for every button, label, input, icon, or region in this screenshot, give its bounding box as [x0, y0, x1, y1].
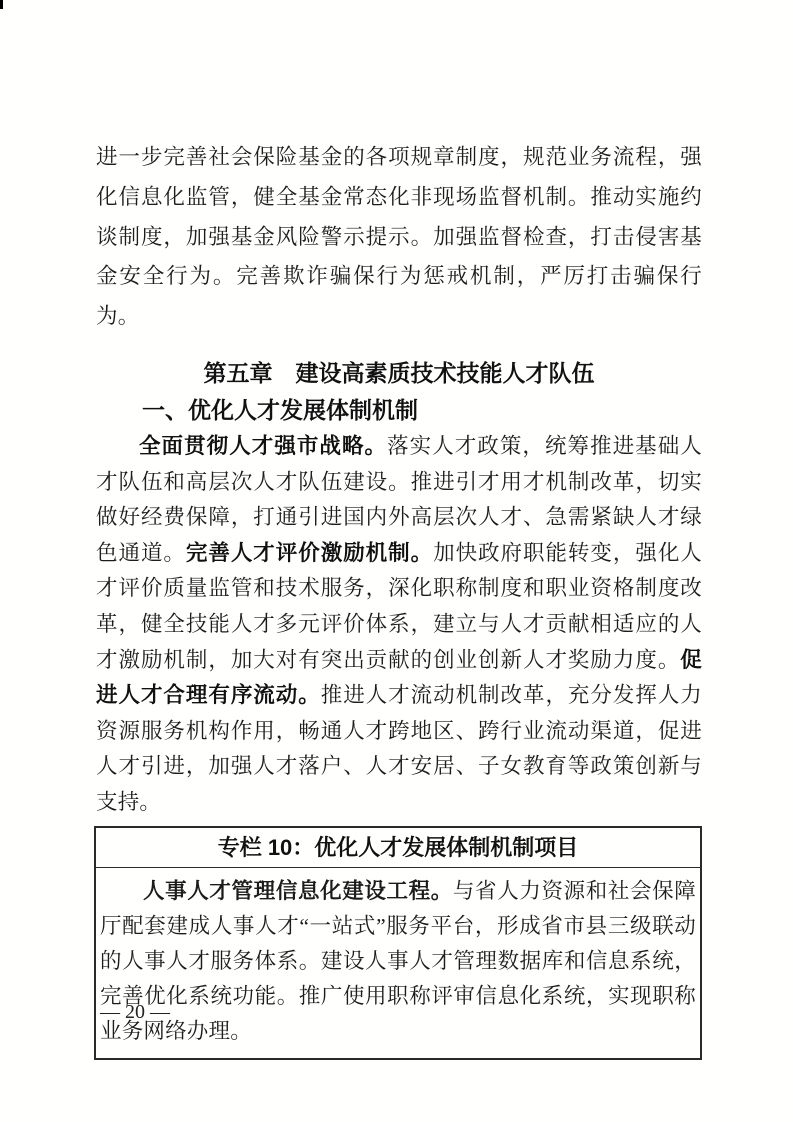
panel-body: [96, 868, 700, 1058]
section-heading: 一、优化人才发展体制机制: [142, 396, 418, 423]
bold-lead-hr-informatization: 人事人才管理信息化建设工程。: [143, 878, 453, 903]
scan-corner-mark: [0, 0, 3, 9]
page-content: [96, 0, 702, 1060]
panel-column-10: [94, 826, 702, 1060]
text-evaluation-incentive: 加快政府职能转变，强化人才评价质量监管和技术服务，深化职称制度和职业资格制度改革，健全技能人才多元评价体系，建立与人才贡献相适应的人才激励机制，加大对有突出贡献的创业创新人才奖励力度。: [96, 540, 702, 672]
text-hr-informatization: 与省人力资源和社会保障厅配套建成人事人才“一站式”服务平台，形成省市县三级联动的人事人才服务体系。建设人事人才管理数据库和信息系统，完善优化系统功能。推广使用职称评审信息化系统，实现职称业务网络办理。: [100, 878, 696, 1043]
chapter-heading: 第五章 建设高素质技术技能人才队伍: [203, 359, 595, 386]
paragraph-talent-mechanism: [96, 429, 702, 821]
page-number: — 20 —: [100, 1001, 170, 1023]
bold-lead-talent-strategy: 全面贯彻人才强市战略。: [139, 433, 388, 458]
text-talent-strategy: 落实人才政策，统筹推进基础人才队伍和高层次人才队伍建设。推进引才用才机制改革，切实做好经费保障，打通引进国内外高层次人才、急需紧缺人才绿色通道。: [96, 433, 702, 565]
bold-lead-evaluation-incentive: 完善人才评价激励机制。: [185, 540, 434, 565]
panel-title: 专栏 10：优化人才发展体制机制项目: [96, 828, 700, 868]
bold-lead-orderly-flow: 促进人才合理有序流动。: [96, 647, 702, 708]
paragraph-fund-supervision: 进一步完善社会保险基金的各项规章制度，规范业务流程，强化信息化监管，健全基金常态化非现场监督机制。推动实施约谈制度，加强基金风险警示提示。加强监督检查，打击侵害基金安全行为。完善欺诈骗保行为惩戒机制，严厉打击骗保行为。: [96, 145, 702, 329]
text-orderly-flow: 推进人才流动机制改革，充分发挥人力资源服务机构作用，畅通人才跨地区、跨行业流动渠道，促进人才引进，加强人才落户、人才安居、子女教育等政策创新与支持。: [96, 683, 702, 814]
